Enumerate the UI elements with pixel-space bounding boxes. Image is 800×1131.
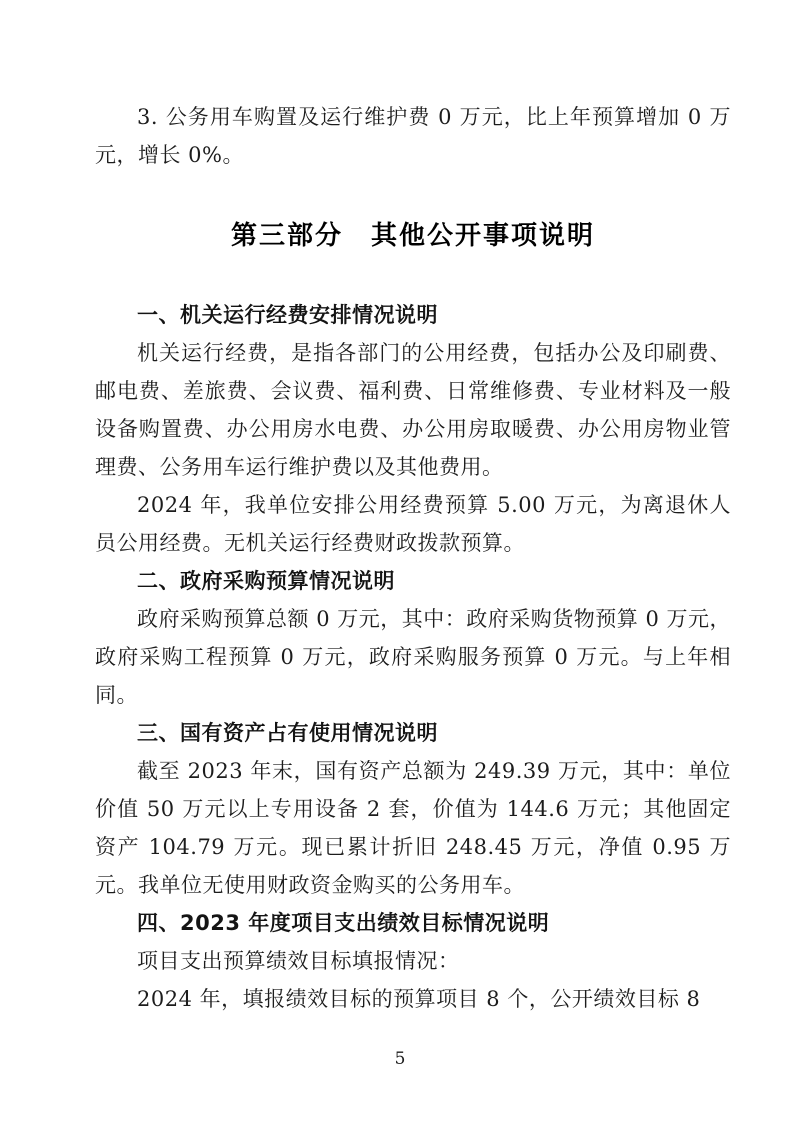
paragraph-state-assets: 截至 2023 年末，国有资产总额为 249.39 万元，其中：单位价值 50 万元以上专用设备 2 套，价值为 144.6 万元；其他固定资产 104.79 万元。现已累计折旧 248.45 万元，净值 0.95 万元。我单位无使用财政资金购买的公务用车。 [95,759,731,897]
paragraph-vehicle-fee: 3. 公务用车购置及运行维护费 0 万元，比上年预算增加 0 万元，增长 0%。 [95,105,731,167]
document-content [95,98,731,1018]
paragraph-agency-expense-2024: 2024 年，我单位安排公用经费预算 5.00 万元，为离退休人员公用经费。无机关运行经费财政拨款预算。 [95,493,731,555]
paragraph-performance-2024: 2024 年，填报绩效目标的预算项目 8 个，公开绩效目标 8 [137,987,701,1011]
page-number: 5 [394,1049,406,1069]
section-heading-performance-targets: 四、2023 年度项目支出绩效目标情况说明 [137,911,550,935]
paragraph-agency-expense-definition: 机关运行经费，是指各部门的公用经费，包括办公及印刷费、邮电费、差旅费、会议费、福利费、日常维修费、专业材料及一般设备购置费、办公用房水电费、办公用房取暖费、办公用房物业管理费、公务用车运行维护费以及其他费用。 [95,341,731,479]
section-heading-state-assets: 三、国有资产占有使用情况说明 [137,721,438,745]
part-three-title: 第三部分 其他公开事项说明 [230,221,595,251]
section-heading-procurement: 二、政府采购预算情况说明 [137,569,395,593]
section-heading-agency-expense: 一、机关运行经费安排情况说明 [137,303,438,327]
paragraph-performance-intro: 项目支出预算绩效目标填报情况： [137,949,460,973]
paragraph-procurement-budget: 政府采购预算总额 0 万元，其中：政府采购货物预算 0 万元，政府采购工程预算 0 万元，政府采购服务预算 0 万元。与上年相同。 [95,607,731,707]
